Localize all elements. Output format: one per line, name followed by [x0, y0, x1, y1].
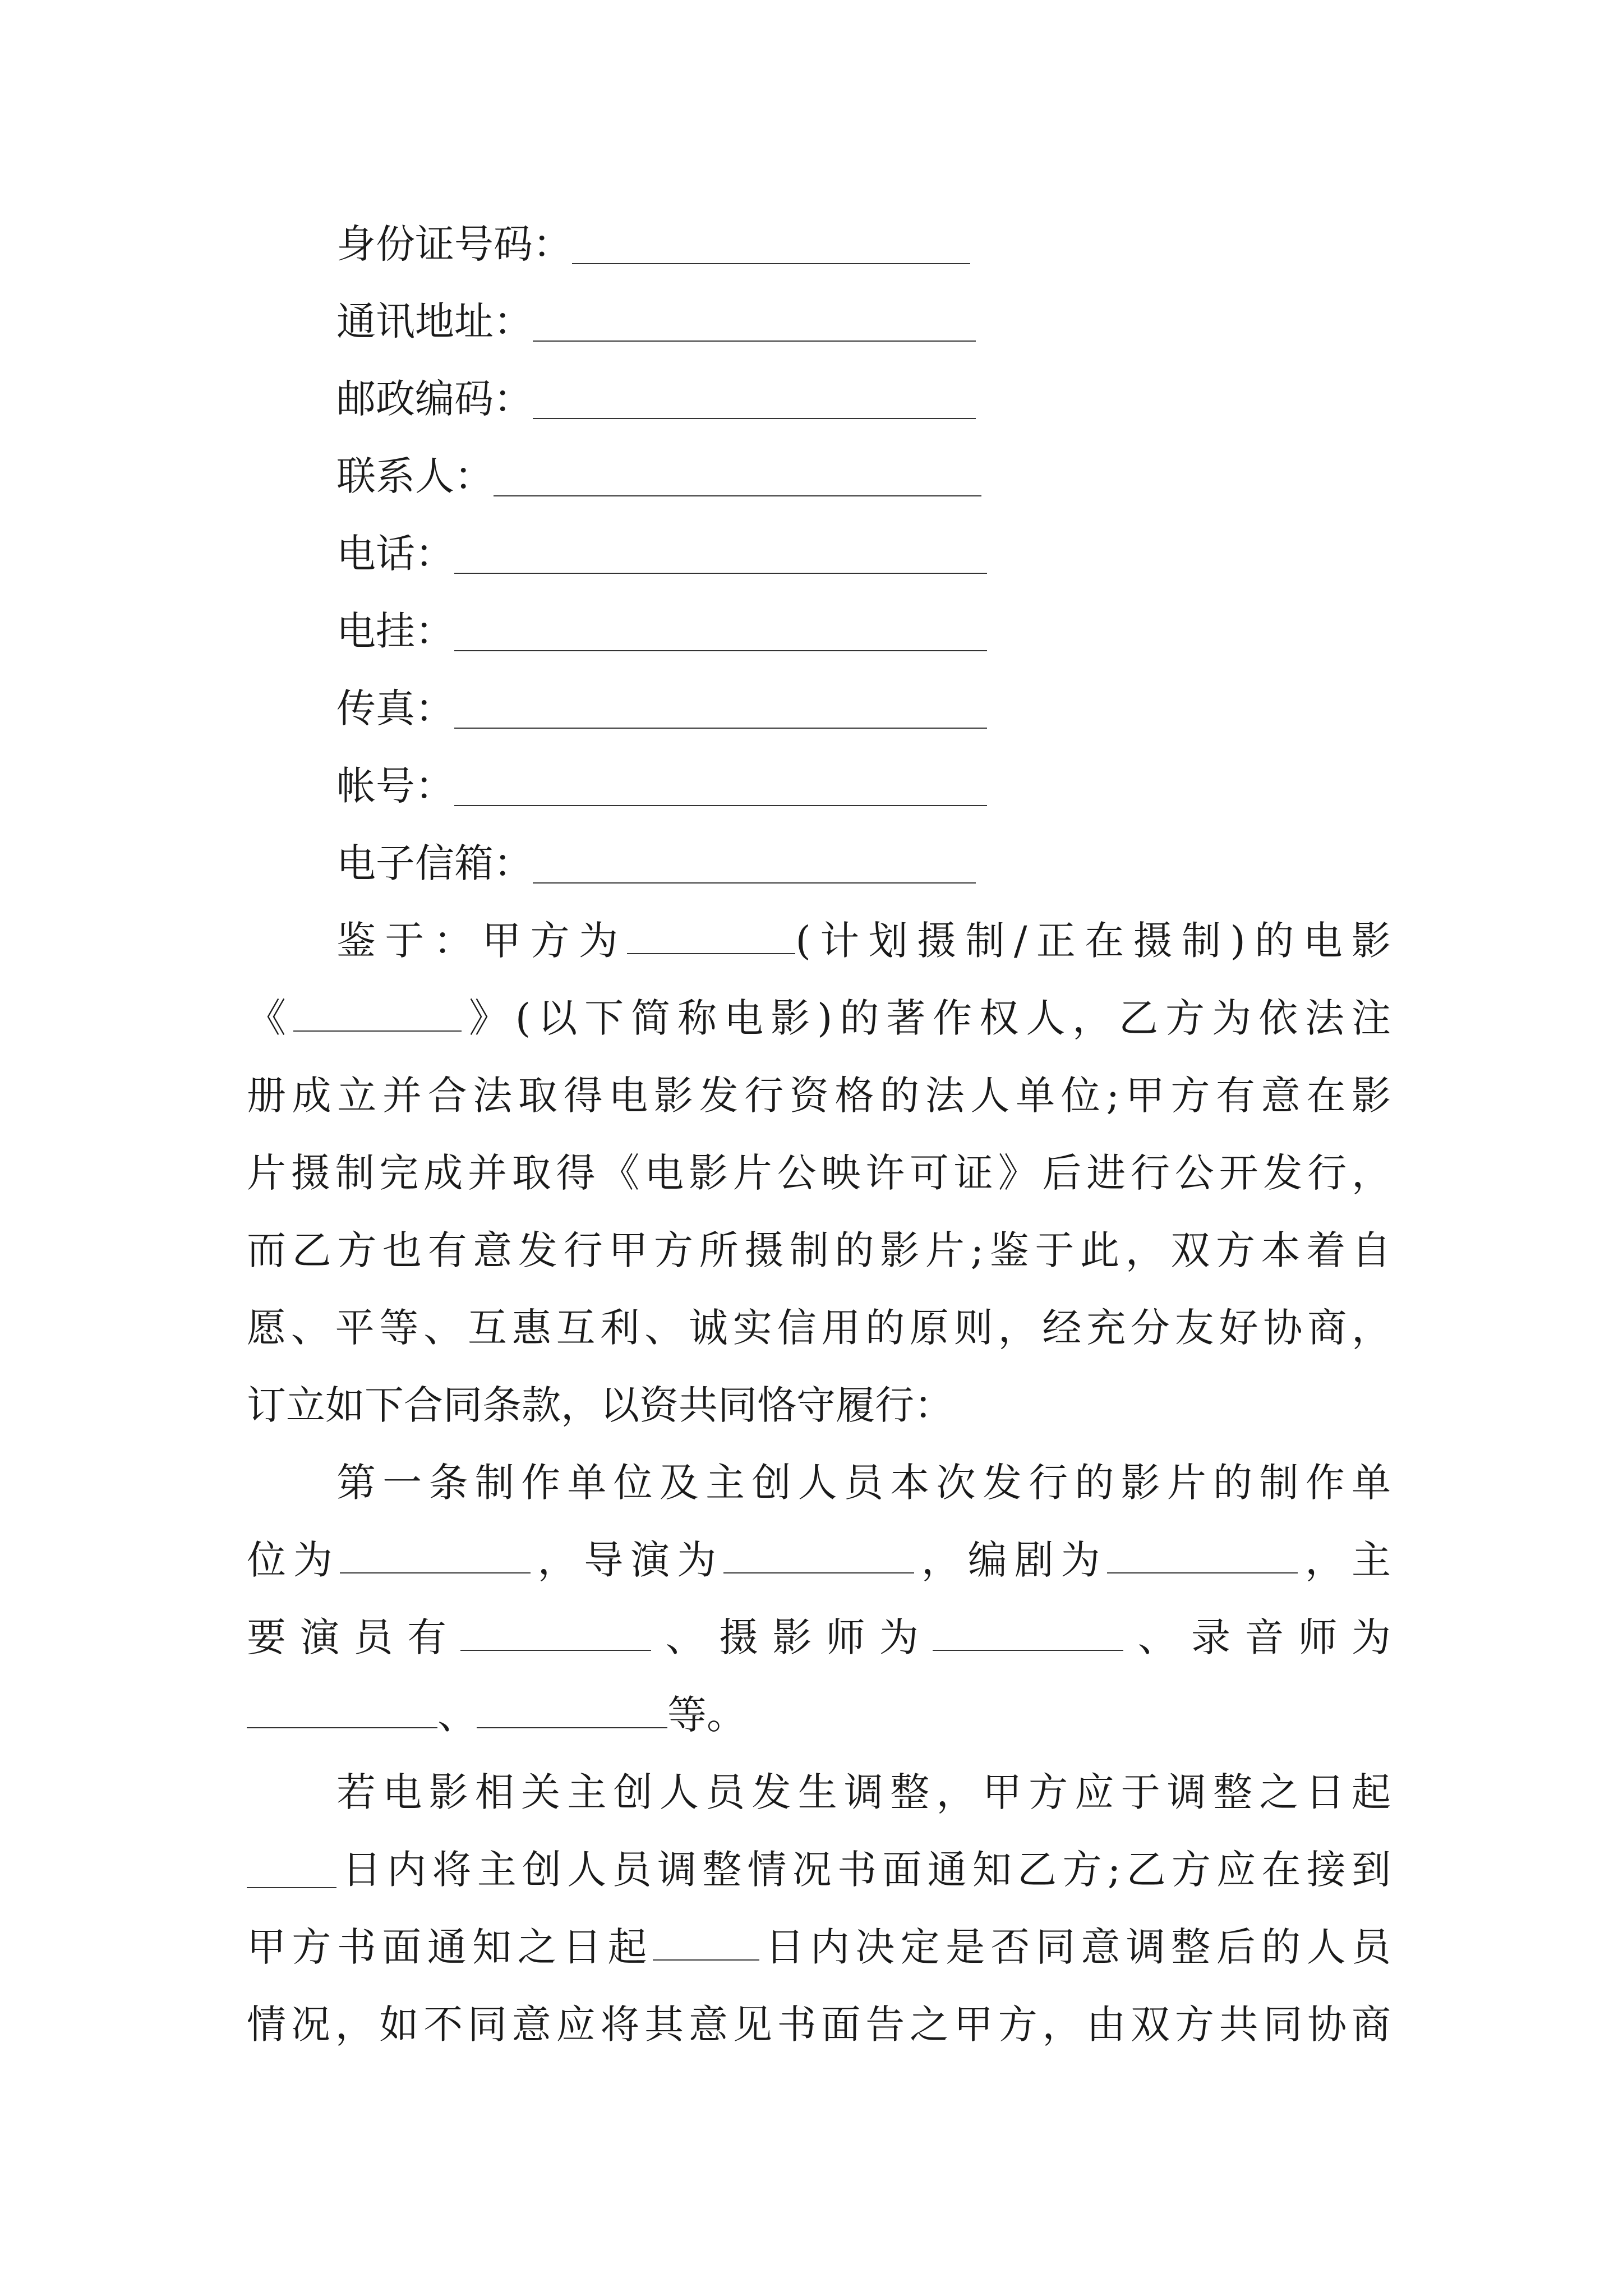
production-status-blank[interactable] [627, 918, 795, 954]
field-label: 电子信箱： [336, 840, 533, 886]
adjust-line: 若电影相关主创人员发生调整，甲方应于调整之日起 [336, 1769, 1391, 1815]
production-unit-blank[interactable] [340, 1538, 531, 1573]
recital-line: 鉴于：甲方为 (计划摄制/正在摄制)的电影 [336, 918, 1391, 964]
email-field [336, 838, 976, 889]
adjust-line: 日内将主创人员调整情况书面通知乙方;乙方应在接到 [342, 1847, 1391, 1893]
fax-blank[interactable] [454, 688, 987, 729]
article-1-line: 、 等。 [247, 1690, 746, 1740]
phone-blank[interactable] [454, 533, 987, 574]
article-1-line: 第一条制作单位及主创人员本次发行的影片的制作单 [336, 1460, 1391, 1506]
article-1-line: 位为 ，导演为 ，编剧为 ，主 [247, 1537, 1391, 1583]
field-label: 传真： [336, 685, 454, 731]
recital-line: 而乙方也有意发行甲方所摄制的影片;鉴于此，双方本着自 [247, 1227, 1391, 1273]
phone-field [336, 528, 987, 579]
address-field [336, 296, 976, 347]
contact-person-blank[interactable] [494, 456, 981, 496]
sound-recordist-blank-1[interactable] [247, 1692, 437, 1728]
adjust-line: 甲方书面通知之日起 日内决定是否同意调整后的人员 [247, 1924, 1391, 1970]
contact-person-field [336, 451, 981, 501]
field-label: 电挂： [336, 608, 454, 654]
id-number-field [336, 219, 970, 269]
sound-recordist-blank-2[interactable] [477, 1692, 667, 1728]
article-1-line: 要演员有 、摄影师为 、录音师为 [247, 1614, 1391, 1660]
field-label: 联系人： [336, 453, 494, 499]
field-label: 帐号： [336, 763, 454, 809]
field-label: 邮政编码： [336, 376, 533, 422]
notify-days-blank[interactable] [247, 1852, 336, 1888]
recital-line: 愿、平等、互惠互利、诚实信用的原则，经充分友好协商， [247, 1305, 1391, 1351]
adjust-line: 情况，如不同意应将其意见书面告之甲方，由双方共同协商 [247, 2001, 1391, 2047]
email-blank[interactable] [533, 843, 976, 884]
field-label: 身份证号码： [336, 221, 572, 267]
director-blank[interactable] [723, 1538, 914, 1573]
address-blank[interactable] [533, 301, 976, 342]
screenwriter-blank[interactable] [1107, 1538, 1298, 1573]
cable-blank[interactable] [454, 611, 987, 651]
recital-line: 册成立并合法取得电影发行资格的法人单位;甲方有意在影 [247, 1073, 1391, 1119]
cinematographer-blank[interactable] [933, 1615, 1123, 1651]
lead-actors-blank[interactable] [460, 1615, 651, 1651]
account-blank[interactable] [454, 766, 987, 806]
decision-days-blank[interactable] [653, 1925, 759, 1961]
recital-line: 订立如下合同条款，以资共同恪守履行： [247, 1382, 953, 1428]
cable-field [336, 606, 987, 656]
recital-line: 片摄制完成并取得《电影片公映许可证》后进行公开发行， [247, 1150, 1391, 1196]
field-label: 通讯地址： [336, 298, 533, 344]
postal-code-blank[interactable] [533, 379, 976, 419]
fax-field [336, 683, 987, 734]
field-label: 电话： [336, 531, 454, 577]
film-title-blank[interactable] [293, 996, 462, 1032]
account-field [336, 761, 987, 811]
recital-line: 《 》(以下简称电影)的著作权人，乙方为依法注 [247, 995, 1391, 1041]
id-number-blank[interactable] [572, 224, 970, 264]
postal-code-field [336, 374, 976, 424]
